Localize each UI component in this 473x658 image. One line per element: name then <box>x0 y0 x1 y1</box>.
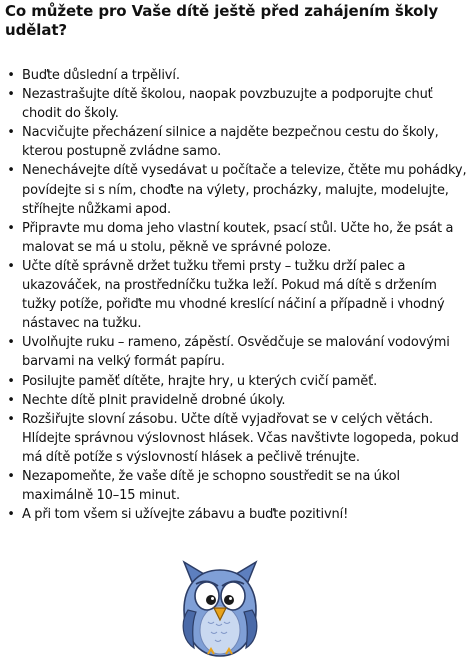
list-item <box>0 467 468 505</box>
list-item-text: Nenechávejte dítě vysedávat u počítače a televize, čtěte mu pohádky, povídejte si s ním, choďte na výlety, procházky, malujte, modelujte, stříhejte nůžkami apod. <box>22 163 467 217</box>
tips-list <box>0 66 468 524</box>
bullet: • <box>7 87 15 103</box>
list-item <box>0 410 468 467</box>
list-item-text: Buďte důslední a trpěliví. <box>22 68 180 83</box>
owl-illustration <box>178 560 262 658</box>
list-item <box>0 123 468 161</box>
list-item <box>0 161 468 218</box>
document-heading: Co můžete pro Vaše dítě ještě před zahájením školy udělat? <box>5 2 439 39</box>
owl-eye-left <box>195 582 219 610</box>
bullet: • <box>7 507 15 523</box>
list-item <box>0 391 468 410</box>
list-item <box>0 333 468 371</box>
bullet: • <box>7 392 15 408</box>
bullet: • <box>7 468 15 484</box>
bullet: • <box>7 411 15 427</box>
list-item-text: A při tom všem si užívejte zábavu a buďte pozitivní! <box>22 507 349 523</box>
list-item-text: Nacvičujte přecházení silnice a najděte bezpečnou cestu do školy, kterou postupně zvládne samo. <box>22 125 439 160</box>
owl-eye-right <box>221 582 245 610</box>
list-item <box>0 505 468 524</box>
bullet: • <box>7 163 15 179</box>
list-item-text: Nechte dítě plnit pravidelně drobné úkoly. <box>22 392 286 408</box>
list-item-text: Nezastrašujte dítě školou, naopak povzbuzujte a podporujte chuť chodit do školy. <box>22 87 433 122</box>
bullet: • <box>7 258 15 274</box>
list-item <box>0 66 468 85</box>
list-item <box>0 85 468 123</box>
list-item-text: Rozšiřujte slovní zásobu. Učte dítě vyjadřovat se v celých větách. Hlídejte správnou výslovnost hlásek. Včas navštivte logopeda, pokud má dítě potíže s výslovností hlásek a pečlivě trénujte. <box>22 411 459 465</box>
list-item-text: Uvolňujte ruku – rameno, zápěstí. Osvědčuje se malování vodovými barvami na velký formát papíru. <box>22 335 450 370</box>
bullet: • <box>7 68 15 83</box>
list-item-text: Učte dítě správně držet tužku třemi prsty – tužku drží palec a ukazováček, na prostředníčku tužka leží. Pokud má dítě s držením tužky potíže, pořiďte mu vhodné kreslící náčiní a případně i vhodný nástavec na tužku. <box>22 258 445 332</box>
list-item-text: Nezapomeňte, že vaše dítě je schopno soustředit se na úkol maximálně 10–15 minut. <box>22 468 400 504</box>
list-item <box>0 219 468 257</box>
bullet: • <box>7 220 15 236</box>
list-item <box>0 257 468 333</box>
bullet: • <box>7 373 15 389</box>
bullet: • <box>7 335 15 351</box>
list-item <box>0 372 468 391</box>
list-item-text: Připravte mu doma jeho vlastní koutek, psací stůl. Učte ho, že psát a malovat se má u stolu, pěkně ve správné poloze. <box>22 220 454 255</box>
list-item-text: Posilujte paměť dítěte, hrajte hry, u kterých cvičí paměť. <box>22 373 378 389</box>
bullet: • <box>7 125 15 141</box>
